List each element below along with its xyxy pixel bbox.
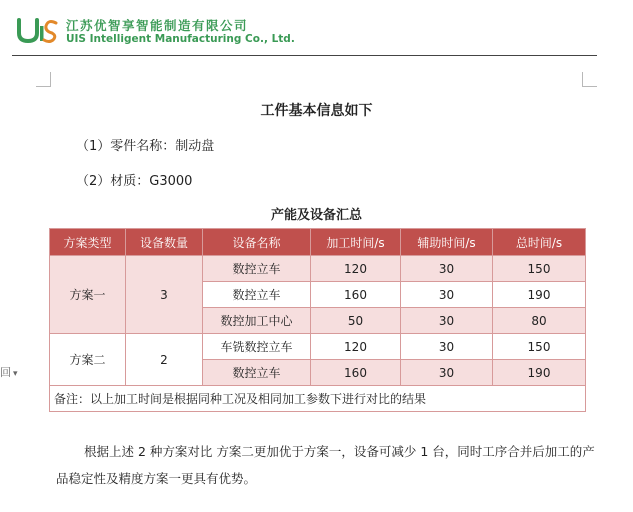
equipment-name-cell: 数控立车 bbox=[203, 360, 311, 386]
crop-mark-top-left bbox=[36, 72, 51, 87]
page-header bbox=[0, 0, 633, 56]
column-header: 加工时间/s bbox=[311, 229, 401, 256]
table-header-row bbox=[50, 229, 586, 256]
equipment-name-cell: 车铣数控立车 bbox=[203, 334, 311, 360]
table-row bbox=[50, 256, 586, 282]
equipment-name-cell: 数控立车 bbox=[203, 256, 311, 282]
total-time-cell: 80 bbox=[493, 308, 586, 334]
part-name-line: （1）零件名称：制动盘 bbox=[76, 139, 215, 154]
process-time-cell: 160 bbox=[311, 282, 401, 308]
process-time-cell: 120 bbox=[311, 256, 401, 282]
crop-mark-top-right bbox=[582, 72, 597, 87]
column-header: 辅助时间/s bbox=[401, 229, 493, 256]
table-note-row bbox=[50, 386, 586, 412]
aux-time-cell: 30 bbox=[401, 282, 493, 308]
equipment-name-cell: 数控加工中心 bbox=[203, 308, 311, 334]
process-time-cell: 160 bbox=[311, 360, 401, 386]
equipment-count-cell: 2 bbox=[126, 334, 203, 386]
total-time-cell: 150 bbox=[493, 334, 586, 360]
process-time-cell: 50 bbox=[311, 308, 401, 334]
equipment-count-cell: 3 bbox=[126, 256, 203, 334]
scheme-name-cell: 方案二 bbox=[50, 334, 126, 386]
aux-time-cell: 30 bbox=[401, 334, 493, 360]
table-row bbox=[50, 334, 586, 360]
header-divider bbox=[12, 55, 597, 56]
company-logo bbox=[16, 14, 58, 46]
table-title: 产能及设备汇总 bbox=[270, 208, 362, 223]
company-name-cn: 江苏优智享智能制造有限公司 bbox=[66, 18, 249, 33]
material-line: （2）材质：G3000 bbox=[76, 174, 193, 189]
conclusion-paragraph: 根据上述 2 种方案对比 方案二更加优于方案一，设备可减少 1 台，同时工序合并后加工的产品稳定性及精度方案一更具有优势。 bbox=[56, 444, 595, 486]
column-header: 设备名称 bbox=[203, 229, 311, 256]
process-time-cell: 120 bbox=[311, 334, 401, 360]
layout-options-widget[interactable] bbox=[0, 364, 18, 380]
chevron-down-icon: ▾ bbox=[13, 369, 18, 379]
column-header: 方案类型 bbox=[50, 229, 126, 256]
total-time-cell: 190 bbox=[493, 360, 586, 386]
column-header: 总时间/s bbox=[493, 229, 586, 256]
scheme-name-cell: 方案一 bbox=[50, 256, 126, 334]
aux-time-cell: 30 bbox=[401, 360, 493, 386]
column-header: 设备数量 bbox=[126, 229, 203, 256]
side-widget-label: 回 bbox=[0, 366, 11, 379]
company-name-en: UIS Intelligent Manufacturing Co., Ltd. bbox=[66, 33, 295, 45]
aux-time-cell: 30 bbox=[401, 308, 493, 334]
table-note: 备注：以上加工时间是根据同种工况及相同加工参数下进行对比的结果 bbox=[50, 386, 586, 412]
total-time-cell: 150 bbox=[493, 256, 586, 282]
total-time-cell: 190 bbox=[493, 282, 586, 308]
document-title: 工件基本信息如下 bbox=[260, 103, 373, 119]
capacity-equipment-table bbox=[49, 228, 586, 412]
equipment-name-cell: 数控立车 bbox=[203, 282, 311, 308]
aux-time-cell: 30 bbox=[401, 256, 493, 282]
